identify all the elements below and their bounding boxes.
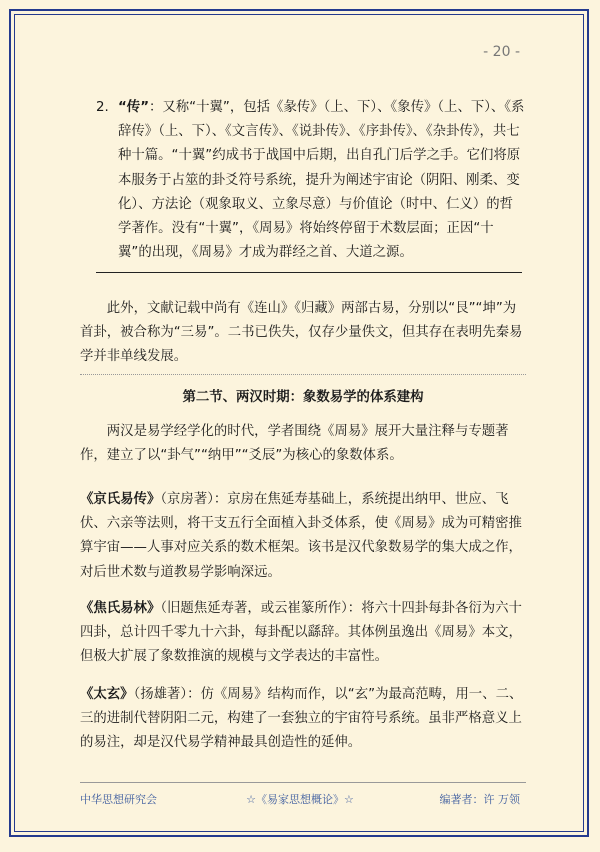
work-text: （扬雄著）：仿《周易》结构而作，以“玄”为最高范畴，用一、二、三的进制代替阴阳二元，构建了一套独立的宇宙符号系统。虽非严格意义上的易注，却是汉代易学精神最具创造性的延伸。 [80,687,523,751]
footnote-rule [96,272,522,273]
footer-rule [80,782,526,783]
footnote-body: ：又称“十翼”，包括《彖传》（上、下）、《象传》（上、下）、《系辞传》（上、下）、《文言传》、《说卦传》、《序卦传》、《杂卦传》，共七种十篇。“十翼”约成书于战国中后期，出自孔门后学之手。它们将原本服务于占筮的卦爻符号系统，提升为阐述宇宙论（阴阳、刚柔、变化）、方法论（观象取义、立象尽意）与价值论（时中、仁义）的哲学著作。没有“十翼”，《周易》将始终停留于术数层面；正因“十翼”的出现，《周易》才成为群经之首、大道之源。 [118,100,525,261]
footer-book-title: ☆《易家思想概论》☆ [246,793,354,806]
work-entry-jingshi [80,488,526,585]
work-title: 《京氏易传》 [80,492,161,507]
work-title: 《太玄》 [80,687,134,702]
work-entry-jiaoshi [80,597,526,670]
footnote-term: “传” [118,100,149,115]
footer-author: 编著者：许 万领 [439,793,520,806]
work-text: （旧题焦延寿著，或云崔篆所作）：将六十四卦每卦各衍为六十四卦，总计四千零九十六卦，每卦配以繇辞。其体例虽逸出《周易》本文，但极大扩展了象数推演的规模与文学表达的丰富性。 [80,601,522,665]
footer-organization: 中华思想研究会 [80,793,157,806]
section-title: 第二节、两汉时期：象数易学的体系建构 [182,390,424,405]
paragraph-intro: 此外，文献记载中尚有《连山》《归藏》两部古易，分别以“艮”“坤”为首卦，被合称为“三易”。二书已佚失，仅存少量佚文，但其存在表明先秦易学并非单线发展。 [80,301,523,365]
section-divider [80,374,526,375]
work-text: （京房著）：京房在焦延寿基础上，系统提出纳甲、世应、飞伏、六亲等法则，将干支五行全面植入卦爻体系，使《周易》成为可精密推算宇宙——人事对应关系的数术框架。该书是汉代象数易学的集大成之作，对后世术数与道教易学影响深远。 [80,492,522,580]
footnote-number: 2. [96,100,109,115]
work-title: 《焦氏易林》 [80,601,161,616]
work-entry-taixuan [80,683,526,756]
section-intro: 两汉是易学经学化的时代，学者围绕《周易》展开大量注释与专题著作，建立了以“卦气”“纳甲”“爻辰”为核心的象数体系。 [80,424,509,464]
footnote-text [118,96,526,265]
page-number: - 20 - [483,44,520,60]
footnote-2 [96,96,526,265]
